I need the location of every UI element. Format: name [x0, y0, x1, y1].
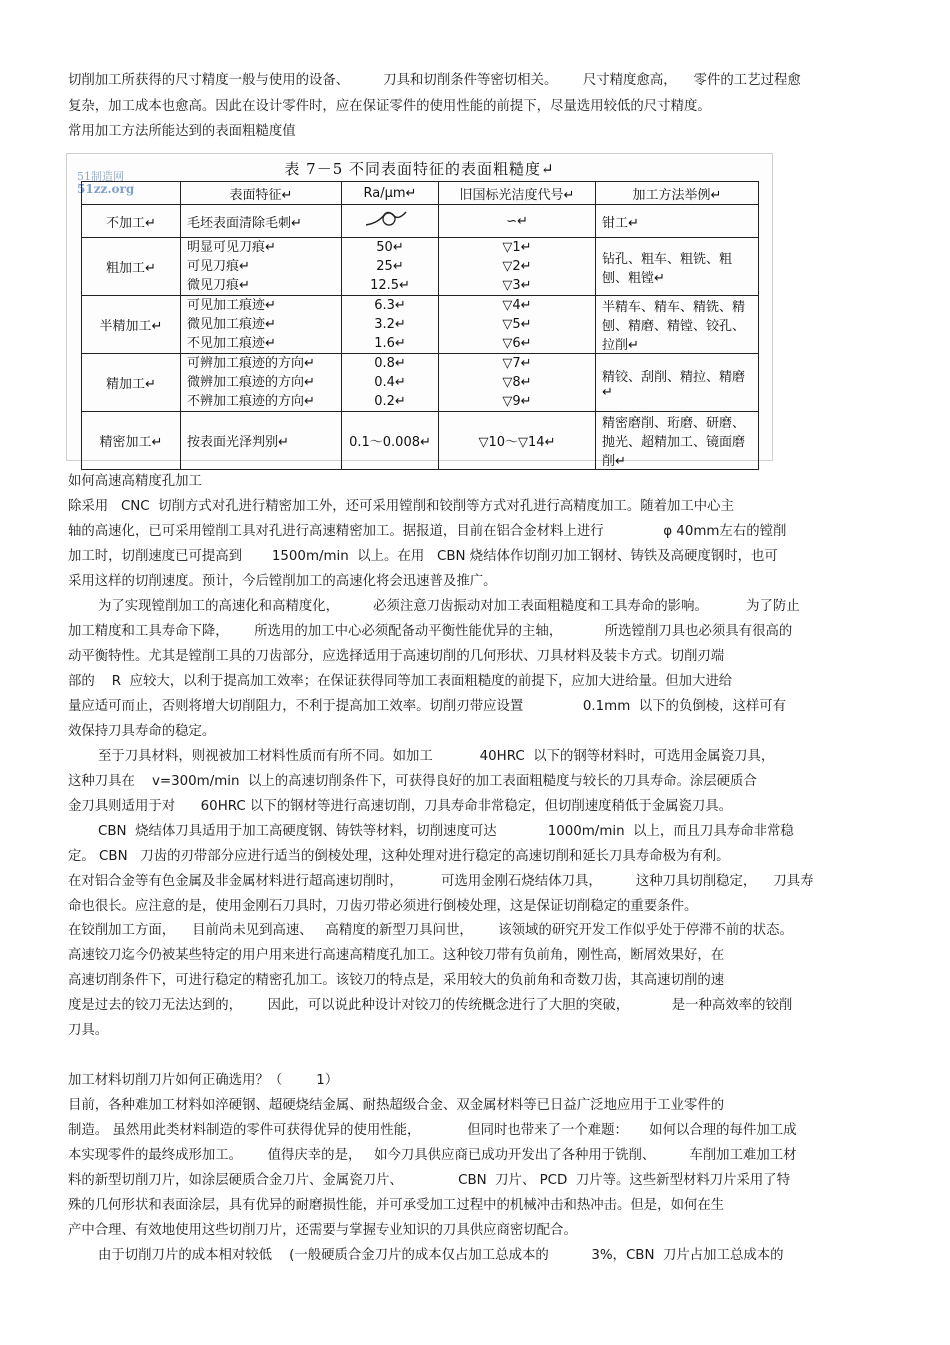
category-cell: 半精加工↵ [82, 296, 181, 354]
text-line: 切削加工所获得的尺寸精度一般与使用的设备、 刀具和切削条件等密切相关。 尺寸精度愈高， 零件的工艺过程愈 [68, 73, 801, 88]
text-line: 量应适可而止，否则将增大切削阻力，不利于提高加工效率。切削刃带应设置 0.1mm 以下的负倒棱，这样可有 [68, 699, 787, 714]
table-row [82, 412, 759, 470]
text-line: 加工精度和工具寿命下降， 所选用的加工中心必须配备动平衡性能优异的主轴， 所选镗削刀具也必须具有很高的 [68, 624, 793, 639]
text-line: 复杂，加工成本也愈高。因此在设计零件时，应在保证零件的使用性能的前提下，尽量选用较低的尺寸精度。 [68, 99, 711, 114]
text-line: 为了实现镗削加工的高速化和高精度化， 必须注意刀齿振动对加工表面粗糙度和工具寿命的影响。 为了防止 [98, 599, 800, 614]
text-line: 部的 R 应较大，以利于提高加工效率；在保证获得同等加工表面粗糙度的前提下，应加大进给量。但加大进给 [68, 674, 733, 689]
text-line: 度是过去的铰刀无法达到的， 因此，可以说此种设计对铰刀的传统概念进行了大胆的突破， 是一种高效率的铰削 [68, 998, 793, 1013]
table-row [82, 238, 759, 296]
roughness-table [81, 181, 759, 470]
ra-cell: 0.8↵ 0.4↵ 0.2↵ [342, 354, 439, 412]
text-line: 效保持刀具寿命的稳定。 [68, 724, 216, 739]
code-cell: ∽↵ [439, 205, 596, 238]
method-cell: 钳工↵ [596, 205, 759, 238]
section-heading: 加工材料切削刀片如何正确选用？（ 1） [68, 1073, 339, 1088]
feature-cell: 毛坯表面清除毛刺↵ [181, 205, 342, 238]
text-line: 轴的高速化，已可采用镗削工具对孔进行高速精密加工。据报道，目前在铝合金材料上进行 φ 40mm左右的镗削 [68, 524, 787, 539]
header-cell: 旧国标光洁度代号↵ [439, 182, 596, 205]
category-cell: 粗加工↵ [82, 238, 181, 296]
table-header-row [82, 182, 759, 205]
text-line: 目前，各种难加工材料如淬硬钢、超硬烧结金属、耐热超级合金、双金属材料等已日益广泛地应用于工业零件的 [68, 1098, 725, 1113]
text-line: 制造。 虽然用此类材料制造的零件可获得优异的使用性能， 但同时也带来了一个难题： 如何以合理的每件加工成 [68, 1123, 797, 1138]
text-line: 由于切削刀片的成本相对较低 (一般硬质合金刀片的成本仅占加工总成本的 3%，CBN 刀片占加工总成本的 [98, 1248, 784, 1263]
code-cell: ▽4↵ ▽5↵ ▽6↵ [439, 296, 596, 354]
text-line: 这种刀具在 v=300m/min 以上的高速切削条件下，可获得良好的加工表面粗糙度与较长的刀具寿命。涂层硬质合 [68, 774, 757, 789]
method-cell: 钻孔、粗车、粗铣、粗刨、粗镗↵ [596, 238, 759, 296]
text-line: 高速铰刀迄今仍被某些特定的用户用来进行高速高精度孔加工。这种铰刀带有负前角，刚性高，断屑效果好，在 [68, 948, 725, 963]
text-line: 产中合理、有效地使用这些切削刀片，还需要与掌握专业知识的刀具供应商密切配合。 [68, 1223, 577, 1238]
method-cell: 半精车、精车、精铣、精刨、精磨、精镗、铰孔、拉削↵ [596, 296, 759, 354]
code-cell: ▽7↵ ▽8↵ ▽9↵ [439, 354, 596, 412]
text-line: 加工时，切削速度已可提高到 1500m/min 以上。在用 CBN 烧结体作切削刃加工钢材、铸铁及高硬度钢时，也可 [68, 549, 778, 564]
text-line: 除采用 CNC 切削方式对孔进行精密加工外，还可采用镗削和铰削等方式对孔进行高精度加工。随着加工中心主 [68, 499, 734, 514]
category-cell: 精密加工↵ [82, 412, 181, 470]
text-line: 料的新型切削刀片，如涂层硬质合金刀片、金属瓷刀片、 CBN 刀片、 PCD 刀片等。这些新型材料刀片采用了特 [68, 1173, 791, 1188]
category-cell: 精加工↵ [82, 354, 181, 412]
text-line: 在对铝合金等有色金属及非金属材料进行超高速切削时， 可选用金刚石烧结体刀具， 这种刀具切削稳定， 刀具寿 [68, 874, 814, 889]
section-caption: 常用加工方法所能达到的表面粗糙度值 [68, 124, 296, 139]
method-cell: 精铰、刮削、精拉、精磨↵ [596, 354, 759, 412]
ra-cell: 50↵ 25↵ 12.5↵ [342, 238, 439, 296]
text-line: 殊的几何形状和表面涂层，具有优异的耐磨损性能，并可承受加工过程中的机械冲击和热冲击。但是，如何在生 [68, 1198, 725, 1213]
feature-cell: 按表面光泽判别↵ [181, 412, 342, 470]
table-title: 表 7－5 不同表面特征的表面粗糙度↵ [284, 160, 555, 178]
feature-cell: 明显可见刀痕↵ 可见刀痕↵ 微见刀痕↵ [181, 238, 342, 296]
text-line: 本实现零件的最终成形加工。 值得庆幸的是， 如今刀具供应商已成功开发出了各种用于铣削、 车削加工难加工材 [68, 1148, 797, 1163]
text-line: 高速切削条件下，可进行稳定的精密孔加工。该铰刀的特点是，采用较大的负前角和奇数刀齿，其高速切削的速 [68, 973, 725, 988]
header-cell: Ra/μm↵ [342, 182, 439, 205]
text-line: 至于刀具材料，则视被加工材料性质而有所不同。如加工 40HRC 以下的钢等材料时，可选用金属瓷刀具， [98, 749, 775, 764]
no-machining-symbol-icon [360, 208, 420, 230]
code-cell: ▽10～▽14↵ [439, 412, 596, 470]
roughness-table-figure [66, 153, 773, 469]
table-row [82, 296, 759, 354]
ra-cell: 6.3↵ 3.2↵ 1.6↵ [342, 296, 439, 354]
text-line: 刀具。 [68, 1023, 109, 1038]
category-cell: 不加工↵ [82, 205, 181, 238]
text-line: 金刀具则适用于对 60HRC 以下的钢材等进行高速切削，刀具寿命非常稳定，但切削速度稍低于金属瓷刀具。 [68, 799, 733, 814]
header-cell: 表面特征↵ [181, 182, 342, 205]
ra-cell: 0.1～0.008↵ [342, 412, 439, 470]
text-line: 动平衡特性。尤其是镗削工具的刀齿部分，应选择适用于高速切削的几何形状、刀具材料及装卡方式。切削刃端 [68, 649, 725, 664]
header-cell: 加工方法举例↵ [596, 182, 759, 205]
table-row [82, 205, 759, 238]
feature-cell: 可辨加工痕迹的方向↵ 微辨加工痕迹的方向↵ 不辨加工痕迹的方向↵ [181, 354, 342, 412]
feature-cell: 可见加工痕迹↵ 微见加工痕迹↵ 不见加工痕迹↵ [181, 296, 342, 354]
text-line: 定。 CBN 刀齿的刃带部分应进行适当的倒棱处理，这种处理对进行稳定的高速切削和延长刀具寿命极为有利。 [68, 849, 730, 864]
text-line: 采用这样的切削速度。预计，今后镗削加工的高速化将会迅速普及推广。 [68, 574, 497, 589]
section-heading: 如何高速高精度孔加工 [68, 474, 202, 489]
text-line: CBN 烧结体刀具适用于加工高硬度钢、铸铁等材料，切削速度可达 1000m/min 以上，而且刀具寿命非常稳 [98, 824, 794, 839]
method-cell: 精密磨削、珩磨、研磨、抛光、超精加工、镜面磨削↵ [596, 412, 759, 470]
header-cell [82, 182, 181, 205]
text-line: 在铰削加工方面， 目前尚未见到高速、 高精度的新型刀具问世， 该领域的研究开发工作似乎处于停滞不前的状态。 [68, 923, 793, 938]
table-row [82, 354, 759, 412]
code-cell: ▽1↵ ▽2↵ ▽3↵ [439, 238, 596, 296]
text-line: 命也很长。应注意的是，使用金刚石刀具时，刀齿刃带必须进行倒棱处理，这是保证切削稳定的重要条件。 [68, 899, 698, 914]
ra-cell [342, 205, 439, 238]
watermark-logo: 51制造网 51zz.org [77, 170, 135, 196]
